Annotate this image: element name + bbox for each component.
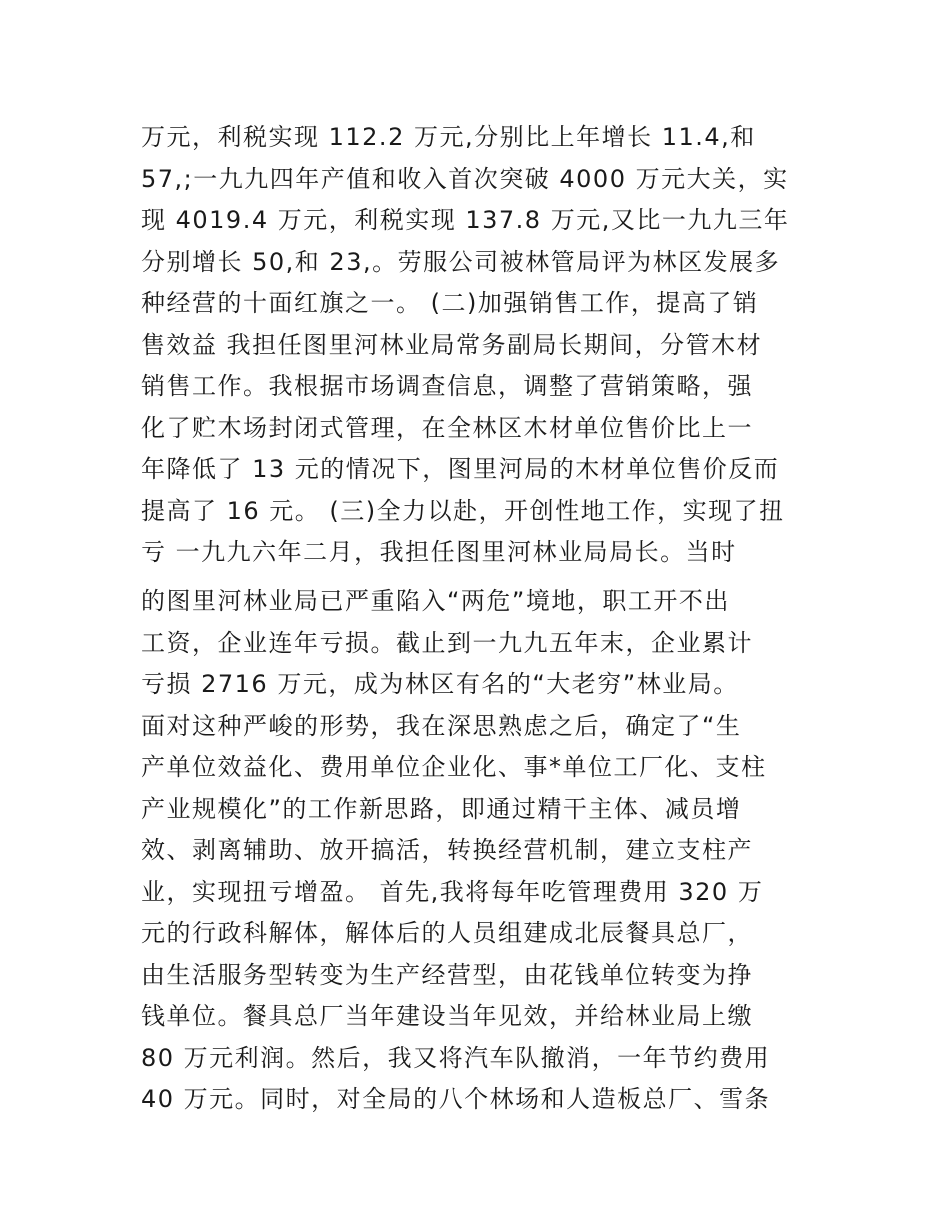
text-line: 面对这种严峻的形势，我在深思熟虑之后，确定了“生 — [141, 711, 742, 740]
text-line: 年降低了 13 元的情况下，图里河局的木材单位售价反而 — [141, 455, 780, 483]
text-line: 亏损 2716 万元，成为林区有名的“大老穷”林业局。 — [141, 670, 739, 698]
text-line: 由生活服务型转变为生产经营型，由花钱单位转变为挣 — [141, 960, 753, 989]
text-line: 万元，利税实现 112.2 万元,分别比上年增长 11.4,和 — [141, 123, 756, 151]
text-line: 工资，企业连年亏损。截止到一九九五年末，企业累计 — [141, 628, 753, 657]
body-paragraph-1 — [141, 117, 831, 574]
text-line: 元的行政科解体，解体后的人员组建成北辰餐具总厂， — [141, 919, 753, 947]
text-line: 产业规模化”的工作新思路，即通过精干主体、减员增 — [141, 794, 742, 823]
text-line: 提高了 16 元。 (三)全力以赴，开创性地工作，实现了扭 — [141, 496, 785, 525]
text-line: 40 万元。同时，对全局的八个林场和人造板总厂、雪条 — [141, 1085, 771, 1113]
text-line: 化了贮木场封闭式管理，在全林区木材单位售价比上一 — [141, 413, 753, 442]
text-line: 销售工作。我根据市场调查信息，调整了营销策略，强 — [141, 372, 753, 400]
text-line: 的图里河林业局已严重陷入“两危”境地，职工开不出 — [141, 587, 730, 615]
text-line: 亏 一九九六年二月，我担任图里河林业局局长。当时 — [141, 538, 737, 566]
text-line: 效、剥离辅助、放开搞活，转换经营机制，建立支柱产 — [141, 836, 753, 864]
text-line: 分别增长 50,和 23,。劳服公司被林管局评为林区发展多 — [141, 247, 781, 276]
text-line: 售效益 我担任图里河林业局常务副局长期间，分管木材 — [141, 330, 763, 359]
text-line: 产单位效益化、费用单位企业化、事*单位工厂化、支柱 — [141, 753, 767, 781]
text-line: 种经营的十面红旗之一。 (二)加强销售工作，提高了销 — [141, 289, 759, 317]
text-line: 57,;一九九四年产值和收入首次突破 4000 万元大关，实 — [141, 164, 789, 193]
text-line: 80 万元利润。然后，我又将汽车队撤消，一年节约费用 — [141, 1043, 771, 1072]
text-line: 钱单位。餐具总厂当年建设当年见效，并给林业局上缴 — [141, 1002, 753, 1030]
text-line: 现 4019.4 万元，利税实现 137.8 万元,又比一九九三年 — [141, 206, 790, 234]
body-paragraph-2 — [141, 581, 831, 1121]
text-line: 业，实现扭亏增盈。 首先,我将每年吃管理费用 320 万 — [141, 877, 764, 906]
